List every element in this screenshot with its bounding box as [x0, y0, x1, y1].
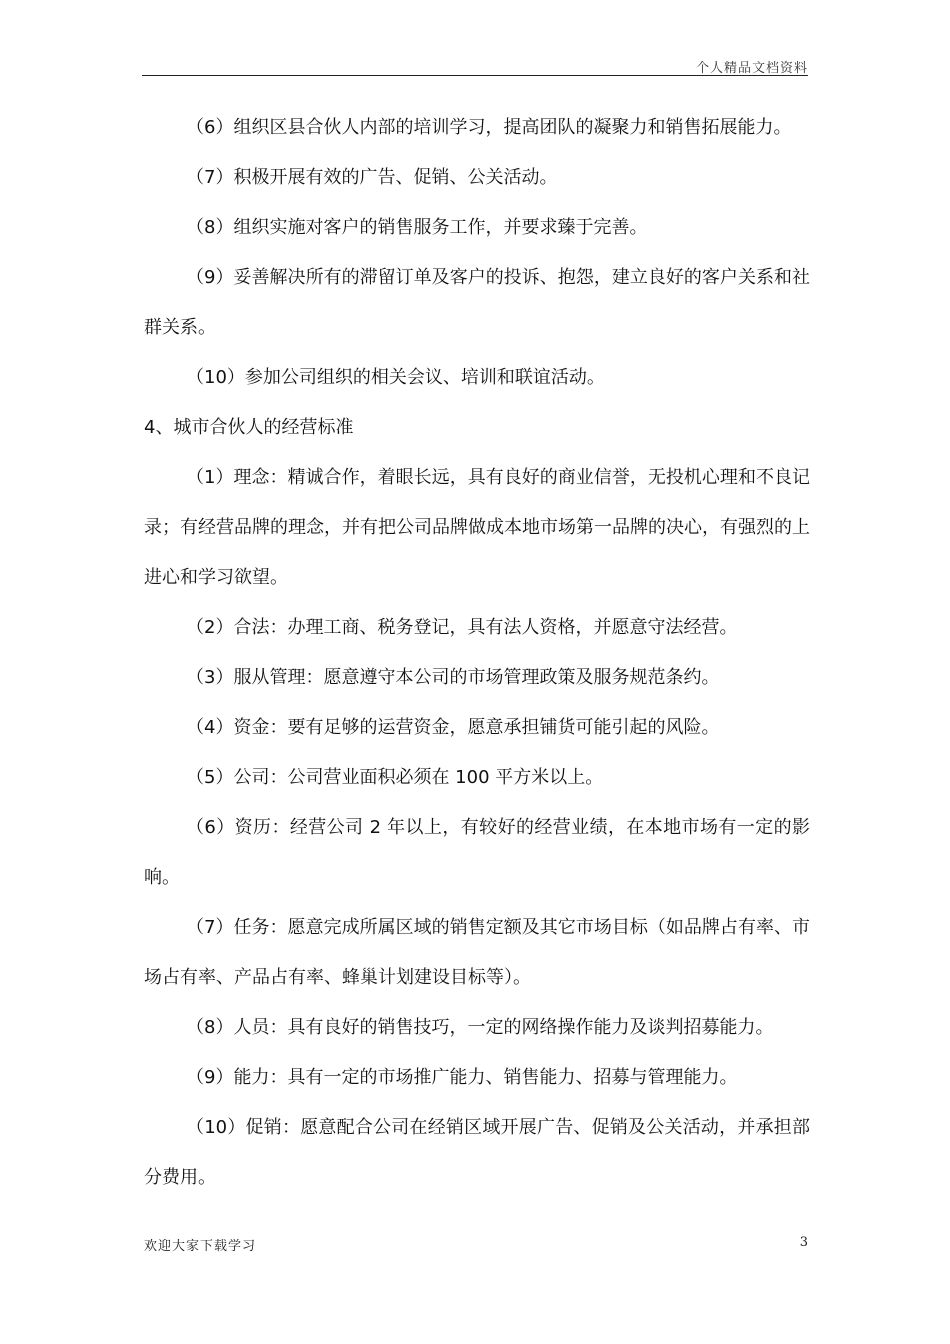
page-number: 3 [799, 1235, 808, 1250]
standard-item-7: （7）任务：愿意完成所属区域的销售定额及其它市场目标（如品牌占有率、市场占有率、产品占有率、蜂巢计划建设目标等）。 [144, 917, 810, 988]
header-divider [142, 75, 808, 76]
paragraph-item-6: （6）组织区县合伙人内部的培训学习，提高团队的凝聚力和销售拓展能力。 [186, 117, 792, 138]
standard-item-10: （10）促销：愿意配合公司在经销区域开展广告、促销及公关活动，并承担部分费用。 [144, 1117, 810, 1188]
paragraph-item-9: （9）妥善解决所有的滞留订单及客户的投诉、抱怨，建立良好的客户关系和社群关系。 [144, 267, 810, 338]
standard-item-1: （1）理念：精诚合作，着眼长远，具有良好的商业信誉，无投机心理和不良记录；有经营品牌的理念，并有把公司品牌做成本地市场第一品牌的决心，有强烈的上进心和学习欲望。 [144, 467, 810, 588]
page-header-title: 个人精品文档资料 [695, 61, 808, 76]
standard-item-5: （5）公司：公司营业面积必须在 100 平方米以上。 [186, 767, 604, 788]
footer-text: 欢迎大家下载学习 [144, 1239, 257, 1254]
document-body [144, 103, 810, 1203]
standard-item-9: （9）能力：具有一定的市场推广能力、销售能力、招募与管理能力。 [186, 1067, 738, 1088]
standard-item-8: （8）人员：具有良好的销售技巧，一定的网络操作能力及谈判招募能力。 [186, 1017, 774, 1038]
standard-item-6: （6）资历：经营公司 2 年以上，有较好的经营业绩，在本地市场有一定的影响。 [144, 817, 810, 888]
standard-item-4: （4）资金：要有足够的运营资金，愿意承担铺货可能引起的风险。 [186, 717, 720, 738]
standard-item-3: （3）服从管理：愿意遵守本公司的市场管理政策及服务规范条约。 [186, 667, 720, 688]
standard-item-2: （2）合法：办理工商、税务登记，具有法人资格，并愿意守法经营。 [186, 617, 738, 638]
paragraph-item-7: （7）积极开展有效的广告、促销、公关活动。 [186, 167, 558, 188]
paragraph-item-10: （10）参加公司组织的相关会议、培训和联谊活动。 [186, 367, 605, 388]
paragraph-item-8: （8）组织实施对客户的销售服务工作，并要求臻于完善。 [186, 217, 648, 238]
section-heading: 4、城市合伙人的经营标准 [144, 417, 354, 438]
